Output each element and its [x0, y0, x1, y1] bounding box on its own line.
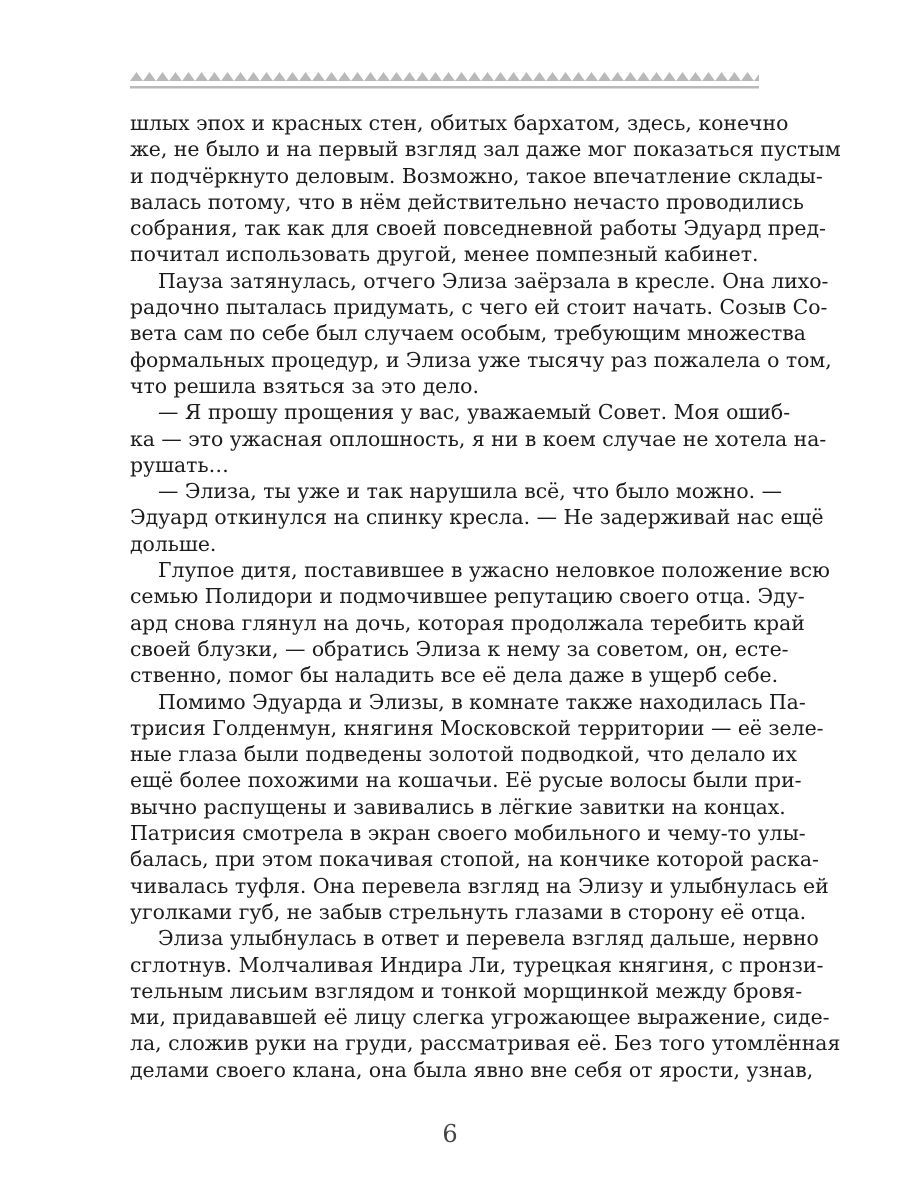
text-line: трисия Голденмун, княгиня Московской территории — её зеле- — [130, 715, 824, 740]
text-line: собрания, так как для своей повседневной работы Эдуард пред- — [130, 216, 826, 241]
text-line: Помимо Эдуарда и Элизы, в комнате также находилась Па- — [158, 689, 806, 714]
text-line: Патрисия смотрела в экран своего мобильного и чему-то улы- — [130, 821, 806, 846]
text-line: ла, сложив руки на груди, рассматривая её. Без того утомлённая — [130, 1031, 841, 1056]
text-line: ные глаза были подведены золотой подводкой, что делало их — [130, 742, 797, 767]
text-line: формальных процедур, и Элиза уже тысячу раз пожалела о том, — [130, 347, 832, 372]
text-line: — Я прошу прощения у вас, уважаемый Совет. Моя ошиб- — [158, 400, 791, 425]
text-line: своей блузки, — обратись Элиза к нему за советом, он, есте- — [130, 636, 789, 661]
text-line: делами своего клана, она была явно вне себя от ярости, узнав, — [130, 1057, 814, 1082]
text-line: ещё более похожими на кошачьи. Её русые волосы были при- — [130, 768, 802, 793]
text-line: Эдуард откинулся на спинку кресла. — Не задерживай нас ещё — [130, 505, 824, 530]
text-line: что решила взяться за это дело. — [130, 373, 479, 398]
text-line: радочно пыталась придумать, с чего ей стоит начать. Созыв Со- — [130, 295, 828, 320]
text-line: вета сам по себе был случаем особым, требующим множества — [130, 321, 806, 346]
text-line: Глупое дитя, поставившее в ужасно неловкое положение всю — [158, 558, 830, 583]
page-body — [130, 110, 841, 1083]
text-line: вычно распущены и завивались в лёгкие завитки на концах. — [130, 794, 786, 819]
text-line: ственно, помог бы наладить все её дела даже в ущерб себе. — [130, 663, 779, 688]
page-number: 6 — [442, 1120, 458, 1148]
text-line: же, не было и на первый взгляд зал даже мог показаться пустым — [130, 137, 841, 162]
text-line: валась потому, что в нём действительно нечасто проводились — [130, 189, 804, 214]
text-line: — Элиза, ты уже и так нарушила всё, что было можно. — — [158, 479, 783, 504]
text-line: шлых эпох и красных стен, обитых бархатом, здесь, конечно — [130, 111, 789, 135]
text-line: балась, при этом покачивая стопой, на кончике которой раска- — [130, 847, 819, 872]
text-line: дольше. — [130, 531, 217, 556]
text-line: рушать… — [130, 452, 229, 477]
text-line: почитал использовать другой, менее помпезный кабинет. — [130, 242, 759, 267]
text-line: ми, придававшей её лицу слегка угрожающее выражение, сиде- — [130, 1005, 830, 1030]
text-line: уголками губ, не забыв стрельнуть глазами в сторону её отца. — [130, 899, 807, 924]
text-line: и подчёркнуто деловым. Возможно, такое впечатление склады- — [130, 163, 823, 188]
text-line: семью Полидори и подмочившее репутацию своего отца. Эду- — [130, 584, 805, 609]
text-line: сглотнув. Молчаливая Индира Ли, турецкая княгиня, с пронзи- — [130, 952, 824, 977]
text-line: Элиза улыбнулась в ответ и перевела взгляд дальше, нервно — [158, 926, 819, 951]
text-line: ка — это ужасная оплошность, я ни в коем случае не хотела на- — [130, 426, 827, 451]
text-line: ард снова глянул на дочь, которая продолжала теребить край — [130, 610, 805, 635]
text-line: чивалась туфля. Она перевела взгляд на Элизу и улыбнулась ей — [130, 873, 829, 898]
text-line: Пауза затянулась, отчего Элиза заёрзала в кресле. Она лихо- — [158, 268, 829, 293]
header-ornament — [130, 70, 759, 92]
text-line: тельным лисьим взглядом и тонкой морщинкой между бровя- — [130, 978, 803, 1003]
